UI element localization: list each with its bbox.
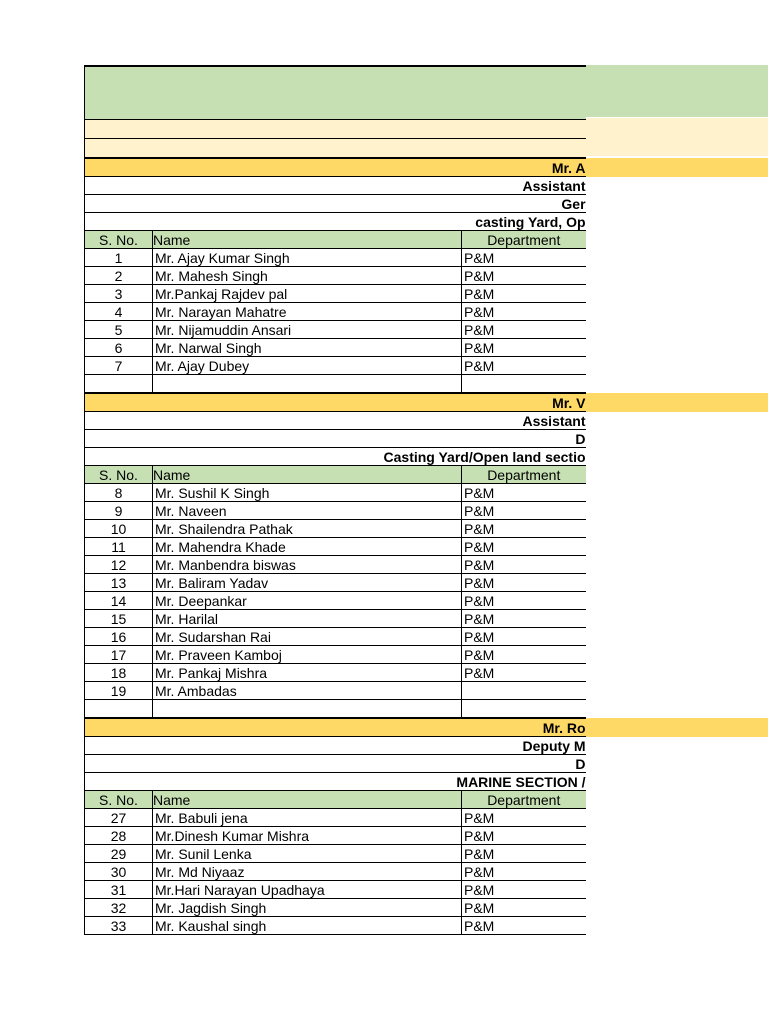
table-row <box>85 628 586 646</box>
section-info-row <box>85 177 586 195</box>
cell-sno: 19 <box>85 682 153 700</box>
cell-name: Mr. Ambadas <box>153 682 462 700</box>
col-header-department: Department <box>462 466 586 484</box>
section-head-band <box>585 158 768 177</box>
cell-name: Mr. Harilal <box>153 610 462 628</box>
cell-department: P&M <box>462 520 586 538</box>
table-row <box>85 610 586 628</box>
table-row <box>85 484 586 502</box>
section-info: Deputy M <box>85 737 586 755</box>
cell-department: P&M <box>462 321 586 339</box>
cell-sno: 31 <box>85 881 153 899</box>
cell-sno: 4 <box>85 303 153 321</box>
cell-department: P&M <box>462 845 586 863</box>
cell-department: P&M <box>462 628 586 646</box>
cell-department: P&M <box>462 881 586 899</box>
cell-department: P&M <box>462 303 586 321</box>
spacer-row <box>85 700 586 719</box>
col-header-name: Name <box>153 231 462 249</box>
cell-sno: 11 <box>85 538 153 556</box>
table-row <box>85 574 586 592</box>
section-info-row <box>85 213 586 231</box>
col-header-name: Name <box>153 466 462 484</box>
staff-sheet <box>84 65 586 935</box>
cell-name: Mr. Deepankar <box>153 592 462 610</box>
cell-sno: 3 <box>85 285 153 303</box>
cell-name: Mr. Narwal Singh <box>153 339 462 357</box>
col-header-department: Department <box>462 791 586 809</box>
cell-department: P&M <box>462 285 586 303</box>
cell-sno: 15 <box>85 610 153 628</box>
table-row <box>85 917 586 935</box>
section-head: Mr. V <box>85 393 586 412</box>
section-info: D <box>85 755 586 773</box>
section-head-row <box>85 158 586 177</box>
cell-sno: 29 <box>85 845 153 863</box>
cell-sno: 2 <box>85 267 153 285</box>
cell-name: Mr.Pankaj Rajdev pal <box>153 285 462 303</box>
cell-sno: 28 <box>85 827 153 845</box>
cell-sno: 32 <box>85 899 153 917</box>
section-info-row <box>85 737 586 755</box>
table-row <box>85 520 586 538</box>
section-info: casting Yard, Op <box>85 213 586 231</box>
section-info: Ger <box>85 195 586 213</box>
cell-sno: 12 <box>85 556 153 574</box>
cell-name: Mr. Naveen <box>153 502 462 520</box>
section-head-row <box>85 718 586 737</box>
section-info-row <box>85 195 586 213</box>
table-row <box>85 664 586 682</box>
title-cell <box>85 66 586 120</box>
cell-department: P&M <box>462 339 586 357</box>
cell-name: Mr. Ajay Dubey <box>153 357 462 375</box>
blank-row <box>85 139 586 159</box>
cell-department: P&M <box>462 664 586 682</box>
cell-department: P&M <box>462 249 586 267</box>
section-info: D <box>85 430 586 448</box>
cell-name: Mr. Kaushal singh <box>153 917 462 935</box>
cell-name: Mr. Pankaj Mishra <box>153 664 462 682</box>
col-header-name: Name <box>153 791 462 809</box>
cell-sno: 1 <box>85 249 153 267</box>
table-row <box>85 267 586 285</box>
section-head-band <box>585 393 768 412</box>
cell-name: Mr. Sushil K Singh <box>153 484 462 502</box>
section-head: Mr. Ro <box>85 718 586 737</box>
column-header-row <box>85 466 586 484</box>
cell-sno: 10 <box>85 520 153 538</box>
section-info: Casting Yard/Open land sectio <box>85 448 586 466</box>
cell-name: Mr. Jagdish Singh <box>153 899 462 917</box>
cell-name: Mr. Mahendra Khade <box>153 538 462 556</box>
cell-name: Mr. Sunil Lenka <box>153 845 462 863</box>
cell-department: P&M <box>462 267 586 285</box>
col-header-sno: S. No. <box>85 791 153 809</box>
cell-sno: 8 <box>85 484 153 502</box>
table-row <box>85 556 586 574</box>
cell-department: P&M <box>462 809 586 827</box>
section-head-row <box>85 393 586 412</box>
table-row <box>85 502 586 520</box>
table-row <box>85 845 586 863</box>
table-row <box>85 538 586 556</box>
table-row <box>85 646 586 664</box>
cell-sno: 7 <box>85 357 153 375</box>
cell-department: P&M <box>462 556 586 574</box>
column-header-row <box>85 231 586 249</box>
table-row <box>85 863 586 881</box>
cell-name: Mr. Baliram Yadav <box>153 574 462 592</box>
cell-department: P&M <box>462 827 586 845</box>
cell-sno: 13 <box>85 574 153 592</box>
cell-department: P&M <box>462 863 586 881</box>
cell-name: Mr. Narayan Mahatre <box>153 303 462 321</box>
cell-name: Mr. Babuli jena <box>153 809 462 827</box>
table-row <box>85 357 586 375</box>
section-info-row <box>85 755 586 773</box>
cell-sno: 30 <box>85 863 153 881</box>
col-header-department: Department <box>462 231 586 249</box>
cell-name: Mr. Praveen Kamboj <box>153 646 462 664</box>
cell-name: Mr. Md Niyaaz <box>153 863 462 881</box>
blank-row <box>85 120 586 139</box>
table-row <box>85 339 586 357</box>
cell-name: Mr. Manbendra biswas <box>153 556 462 574</box>
cell-department: P&M <box>462 538 586 556</box>
cell-department <box>462 682 586 700</box>
section-info: Assistant <box>85 412 586 430</box>
section-info-row <box>85 430 586 448</box>
cell-department: P&M <box>462 592 586 610</box>
cell-department: P&M <box>462 610 586 628</box>
section-info-row <box>85 412 586 430</box>
cell-name: Mr.Hari Narayan Upadhaya <box>153 881 462 899</box>
cell-department: P&M <box>462 917 586 935</box>
section-head: Mr. A <box>85 158 586 177</box>
cell-department: P&M <box>462 899 586 917</box>
spacer-row <box>85 375 586 394</box>
cell-sno: 16 <box>85 628 153 646</box>
cell-department: P&M <box>462 357 586 375</box>
cell-sno: 6 <box>85 339 153 357</box>
cell-department: P&M <box>462 574 586 592</box>
table-row <box>85 303 586 321</box>
col-header-sno: S. No. <box>85 231 153 249</box>
title-band <box>585 65 768 117</box>
table-row <box>85 285 586 303</box>
section-info: MARINE SECTION / <box>85 773 586 791</box>
cell-name: Mr. Nijamuddin Ansari <box>153 321 462 339</box>
section-info: Assistant <box>85 177 586 195</box>
cell-department: P&M <box>462 502 586 520</box>
cell-department: P&M <box>462 646 586 664</box>
cell-sno: 9 <box>85 502 153 520</box>
section-head-band <box>585 718 768 737</box>
table-row <box>85 809 586 827</box>
cell-name: Mr.Dinesh Kumar Mishra <box>153 827 462 845</box>
title-row <box>85 66 586 120</box>
cell-name: Mr. Shailendra Pathak <box>153 520 462 538</box>
cell-sno: 27 <box>85 809 153 827</box>
section-info-row <box>85 773 586 791</box>
col-header-sno: S. No. <box>85 466 153 484</box>
cell-name: Mr. Ajay Kumar Singh <box>153 249 462 267</box>
table-row <box>85 682 586 700</box>
cell-name: Mr. Sudarshan Rai <box>153 628 462 646</box>
blank-band <box>585 118 768 156</box>
table-row <box>85 881 586 899</box>
cell-sno: 5 <box>85 321 153 339</box>
cell-department: P&M <box>462 484 586 502</box>
column-header-row <box>85 791 586 809</box>
table-row <box>85 592 586 610</box>
cell-sno: 33 <box>85 917 153 935</box>
cell-sno: 17 <box>85 646 153 664</box>
table-row <box>85 321 586 339</box>
section-info-row <box>85 448 586 466</box>
cell-sno: 14 <box>85 592 153 610</box>
cell-name: Mr. Mahesh Singh <box>153 267 462 285</box>
cell-sno: 18 <box>85 664 153 682</box>
table-row <box>85 827 586 845</box>
table-row <box>85 249 586 267</box>
table-row <box>85 899 586 917</box>
